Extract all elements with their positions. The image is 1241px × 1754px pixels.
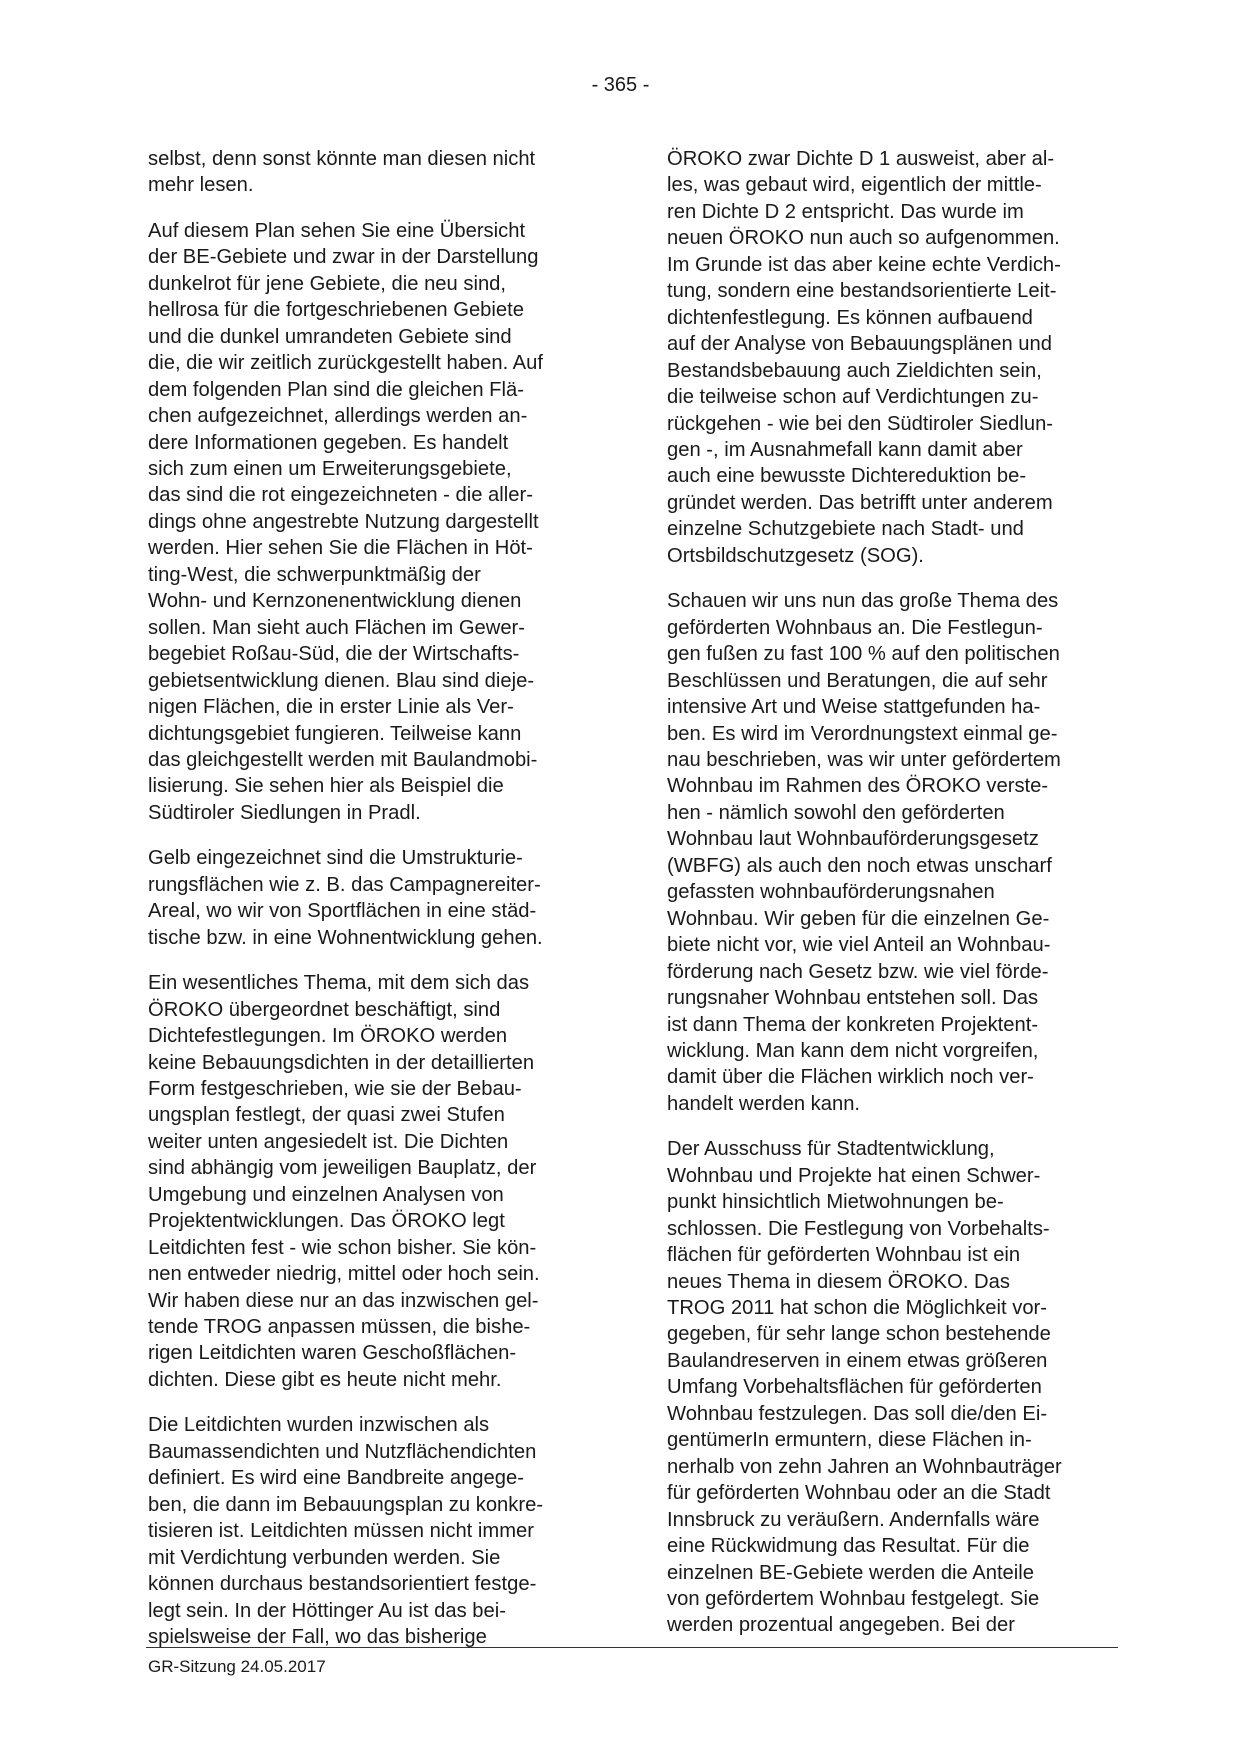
right-column	[667, 146, 1105, 1658]
paragraph: Der Ausschuss für Stadtentwicklung, Wohnbau und Projekte hat einen Schwer- punkt hinsichtlich Mietwohnungen be- schlossen. Die Festlegung von Vorbehalts- flächen für geförderten Wohnbau ist ein neues Thema in diesem ÖROKO. Das TROG 2011 hat schon die Möglichkeit vor- gegeben, für sehr lange schon bestehende Baulandreserven in einem etwas größeren Umfang Vorbehaltsflächen für geförderten Wohnbau festzulegen. Das soll die/den Ei- gentümerIn ermuntern, diese Flächen in- nerhalb von zehn Jahren an Wohnbauträger für geförderten Wohnbau oder an die Stadt Innsbruck zu veräußern. Andernfalls wäre eine Rückwidmung das Resultat. Für die einzelnen BE-Gebiete werden die Anteile von gefördertem Wohnbau festgelegt. Sie werden prozentual angegeben. Bei der	[667, 1138, 1062, 1637]
paragraph: Gelb eingezeichnet sind die Umstrukturie- rungsflächen wie z. B. das Campagnereiter- Areal, wo wir von Sportflächen in eine städ- tische bzw. in eine Wohnentwicklung gehen.	[148, 847, 543, 949]
page-number: - 365 -	[591, 74, 650, 96]
left-column	[148, 146, 586, 1669]
paragraph: Die Leitdichten wurden inzwischen als Baumassendichten und Nutzflächendichten definiert. Es wird eine Bandbreite angege- ben, die dann im Bebauungsplan zu konkre- tisieren ist. Leitdichten müssen nicht immer mit Verdichtung verbunden werden. Sie können durchaus bestandsorientiert festge- legt sein. In der Höttinger Au ist das bei- spielsweise der Fall, wo das bisherige	[148, 1414, 544, 1649]
paragraph: ÖROKO zwar Dichte D 1 ausweist, aber al- les, was gebaut wird, eigentlich der mittle- ren Dichte D 2 entspricht. Das wurde im neuen ÖROKO nun auch so aufgenommen. Im Grunde ist das aber keine echte Verdich- tung, sondern eine bestandsorientierte Leit- dichtenfestlegung. Es können aufbauend auf der Analyse von Bebauungsplänen und Bestandsbebauung auch Zieldichten sein, die teilweise schon auf Verdichtungen zu- rückgehen - wie bei den Südtiroler Siedlun- gen -, im Ausnahmefall kann damit aber auch eine bewusste Dichtereduktion be- gründet werden. Das betrifft unter anderem einzelne Schutzgebiete nach Stadt- und Ortsbildschutzgesetz (SOG).	[667, 148, 1061, 567]
paragraph: Ein wesentliches Thema, mit dem sich das ÖROKO übergeordnet beschäftigt, sind Dichtefestlegungen. Im ÖROKO werden keine Bebauungsdichten in der detaillierten Form festgeschrieben, wie sie der Bebau- ungsplan festlegt, der quasi zwei Stufen weiter unten angesiedelt ist. Die Dichten sind abhängig vom jeweiligen Bauplatz, der Umgebung und einzelnen Analysen von Projektentwicklungen. Das ÖROKO legt Leitdichten fest - wie schon bisher. Sie kön- nen entweder niedrig, mittel oder hoch sein. Wir haben diese nur an das inzwischen gel- tende TROG anpassen müssen, die bishe- rigen Leitdichten waren Geschoßflächen- dichten. Diese gibt es heute nicht mehr.	[148, 972, 540, 1391]
paragraph: Auf diesem Plan sehen Sie eine Übersicht der BE-Gebiete und zwar in der Darstellung dunkelrot für jene Gebiete, die neu sind, hellrosa für die fortgeschriebenen Gebiete und die dunkel umrandeten Gebiete sind die, die wir zeitlich zurückgestellt haben. Auf dem folgenden Plan sind die gleichen Flä- chen aufgezeichnet, allerdings werden an- dere Informationen gegeben. Es handelt sich zum einen um Erweiterungsgebiete, das sind die rot eingezeichneten - die aller- dings ohne angestrebte Nutzung dargestellt werden. Hier sehen Sie die Flächen in Höt- ting-West, die schwerpunktmäßig der Wohn- und Kernzonenentwicklung dienen sollen. Man sieht auch Flächen im Gewer- begebiet Roßau-Süd, die der Wirtschafts- gebietsentwicklung dienen. Blau sind dieje- nigen Flächen, die in erster Linie als Ver- dichtungsgebiet fungieren. Teilweise kann das gleichgestellt werden mit Baulandmobi- lisierung. Sie sehen hier als Beispiel die Südtiroler Siedlungen in Pradl.	[148, 219, 543, 824]
footer-session-date: GR-Sitzung 24.05.2017	[148, 1657, 326, 1676]
footer-divider	[146, 1647, 1118, 1648]
paragraph: Schauen wir uns nun das große Thema des geförderten Wohnbaus an. Die Festlegun- gen fußen zu fast 100 % auf den politischen Beschlüssen und Beratungen, die auf sehr intensive Art und Weise stattgefunden ha- ben. Es wird im Verordnungstext einmal ge- nau beschrieben, was wir unter gefördertem Wohnbau im Rahmen des ÖROKO verste- hen - nämlich sowohl den geförderten Wohnbau laut Wohnbauförderungsgesetz (WBFG) als auch den noch etwas unscharf gefassten wohnbauförderungsnahen Wohnbau. Wir geben für die einzelnen Ge- biete nicht vor, wie viel Anteil an Wohnbau- förderung nach Gesetz bzw. wie viel förde- rungsnaher Wohnbau entstehen soll. Das ist dann Thema der konkreten Projektent- wicklung. Man kann dem nicht vorgreifen, damit über die Flächen wirklich noch ver- handelt werden kann.	[667, 590, 1061, 1115]
paragraph: selbst, denn sonst könnte man diesen nicht mehr lesen.	[148, 148, 536, 197]
